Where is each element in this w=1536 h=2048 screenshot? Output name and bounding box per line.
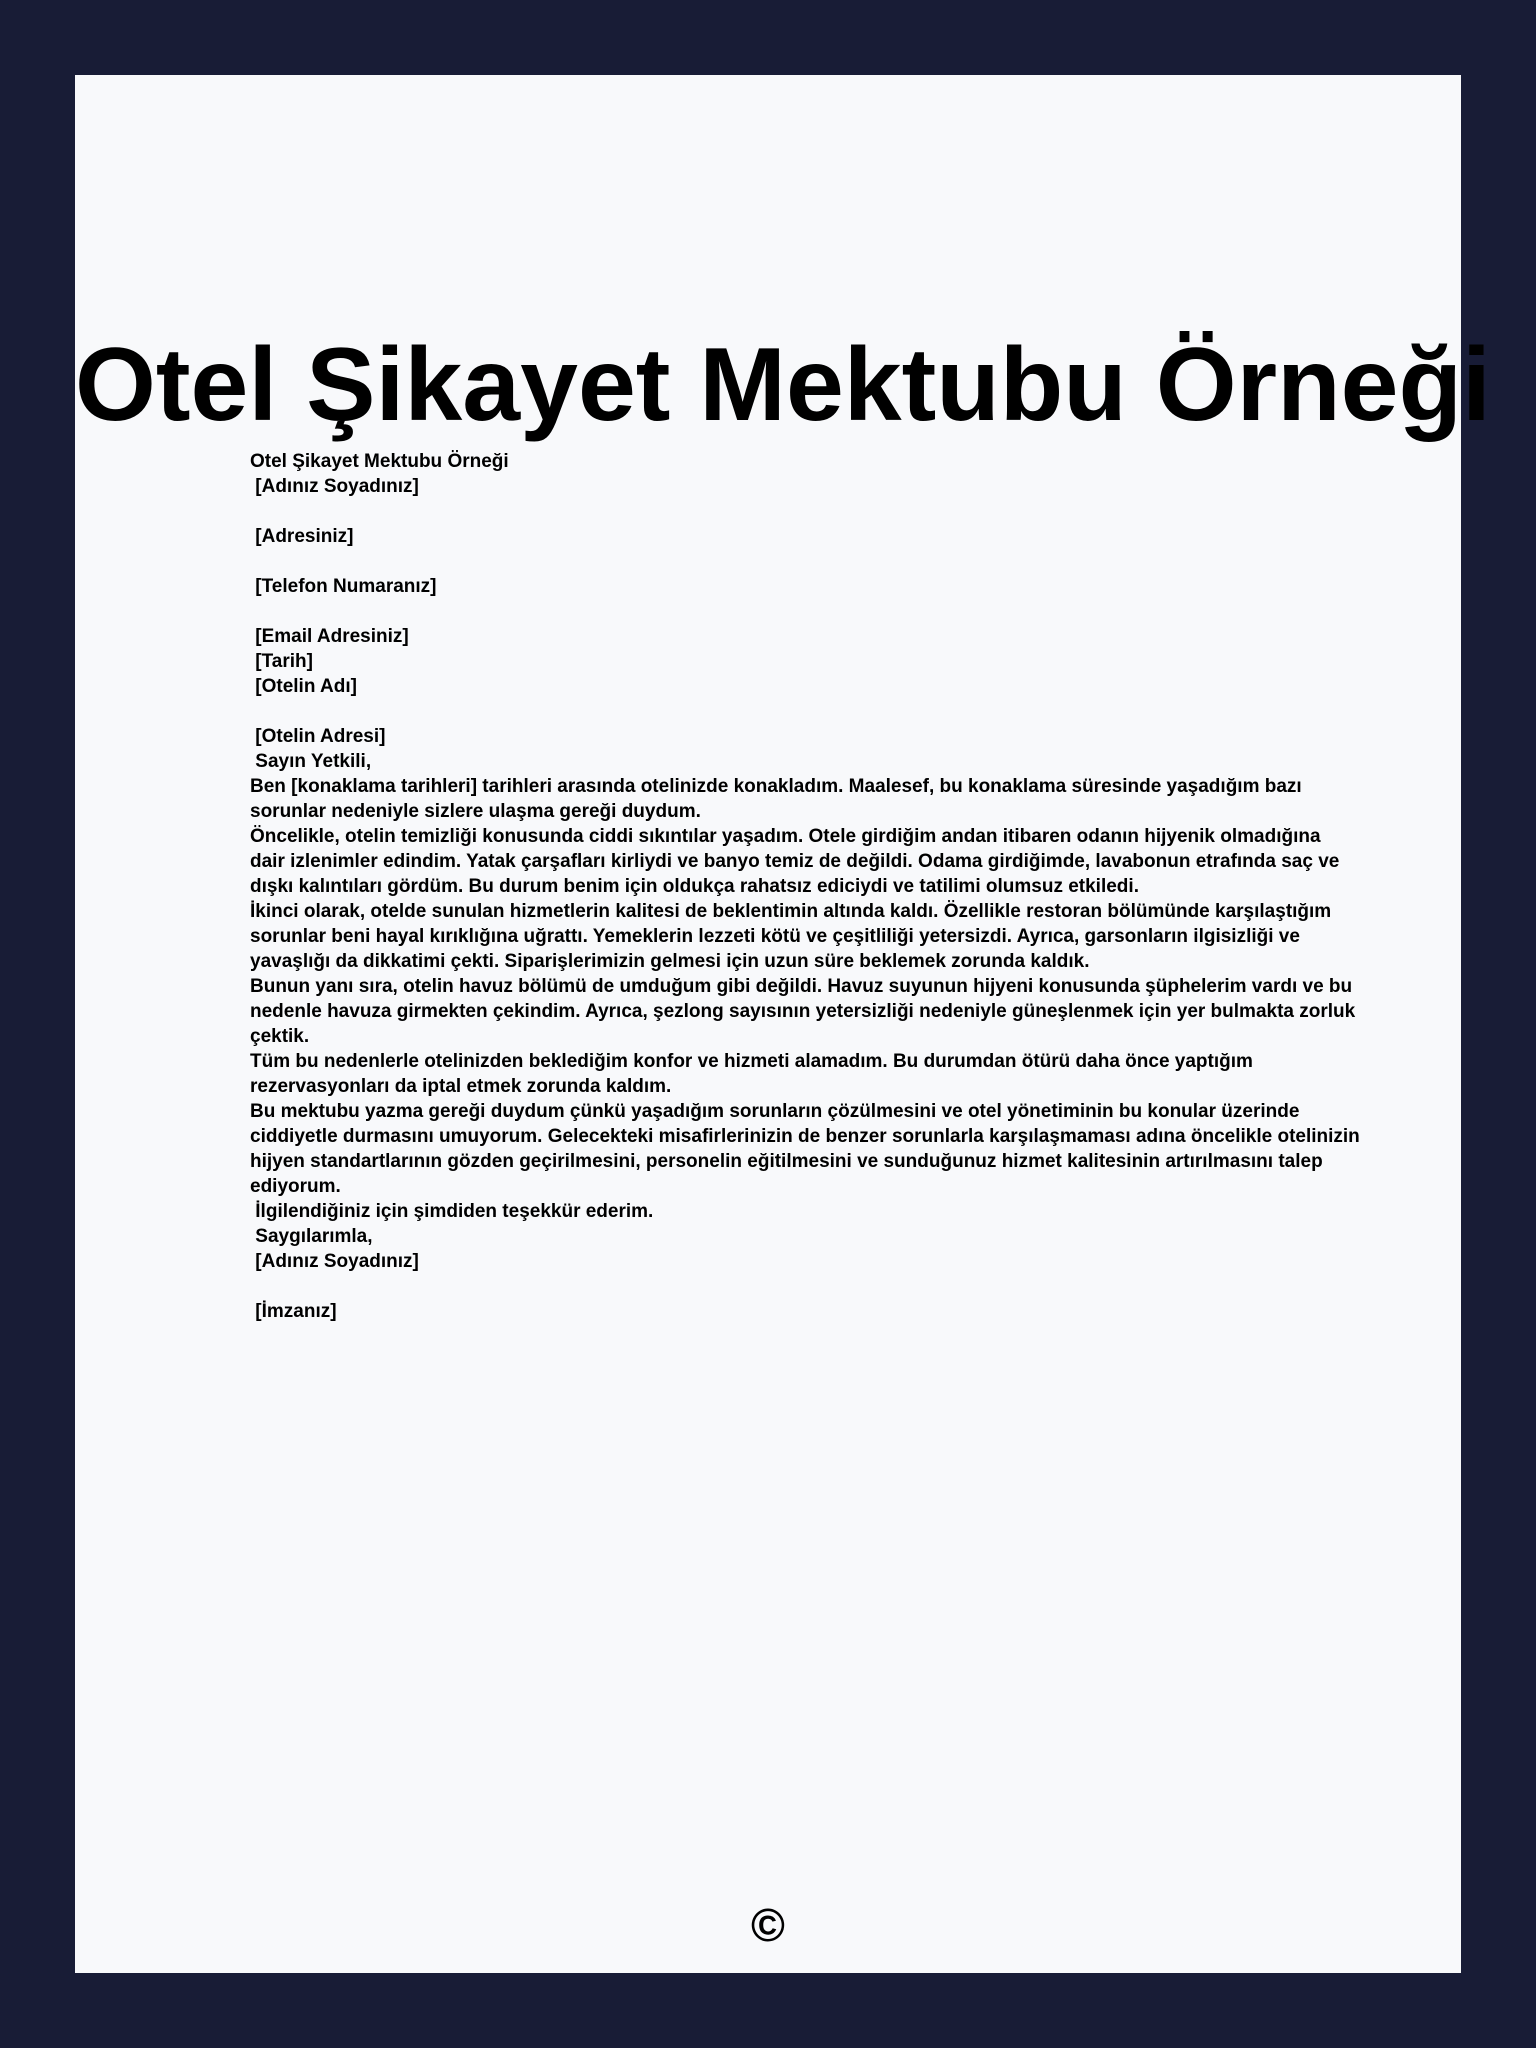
letter-body xyxy=(250,449,1366,1324)
letter-line: [Otelin Adı] xyxy=(250,676,357,697)
letter-line: İlgilendiğiniz için şimdiden teşekkür ederim. xyxy=(250,1201,654,1222)
letter-line: [Tarih] xyxy=(250,651,313,672)
document-page xyxy=(75,75,1491,1973)
letter-line xyxy=(250,599,1360,624)
letter-line xyxy=(250,1274,1360,1299)
page-title: Otel Şikayet Mektubu Örneği xyxy=(75,327,1491,443)
copyright-icon: © xyxy=(751,1899,785,1951)
letter-paragraph: Tüm bu nedenlerle otelinizden beklediğim konfor ve hizmeti alamadım. Bu durumdan ötürü daha önce yaptığım rezervasyonları da iptal etmek zorunda kaldım. xyxy=(250,1051,1259,1097)
letter-paragraph: İkinci olarak, otelde sunulan hizmetlerin kalitesi de beklentimin altında kaldı. Özellikle restoran bölümünde karşılaştığım sorunlar beni hayal kırıklığına uğrattı. Yemeklerin lezzeti kötü ve çeşitliliği yetersizdi. Ayrıca, garsonların ilgisizliği ve yavaşlığı da dikkatimi çekti. Siparişlerimizin gelmesi için uzun süre beklemek zorunda kaldık. xyxy=(250,901,1337,972)
letter-paragraph: Bunun yanı sıra, otelin havuz bölümü de umduğum gibi değildi. Havuz suyunun hijyeni konusunda şüphelerim vardı ve bu nedenle havuza girmekten çekindim. Ayrıca, şezlong sayısının yetersizliği nedeniyle güneşlenmek için yer bulmakta zorluk çektik. xyxy=(250,976,1361,1047)
letter-line xyxy=(250,499,1360,524)
letter-line: Saygılarımla, xyxy=(250,1226,373,1247)
letter-line: [Email Adresiniz] xyxy=(250,626,409,647)
letter-line: Otel Şikayet Mektubu Örneği xyxy=(250,451,509,472)
letter-line: [Adresiniz] xyxy=(250,526,354,547)
letter-line: [Otelin Adresi] xyxy=(250,726,386,747)
letter-paragraph: Ben [konaklama tarihleri] tarihleri arasında otelinizde konakladım. Maalesef, bu konaklama süresinde yaşadığım bazı sorunlar nedeniyle sizlere ulaşma gereği duydum. xyxy=(250,776,1307,822)
letter-line: Sayın Yetkili, xyxy=(250,751,372,772)
letter-line xyxy=(250,549,1360,574)
letter-line: [İmzanız] xyxy=(250,1301,337,1322)
letter-line: [Telefon Numaranız] xyxy=(250,576,437,597)
letter-line: [Adınız Soyadınız] xyxy=(250,1251,419,1272)
letter-line xyxy=(250,699,1360,724)
letter-paragraph: Bu mektubu yazma gereği duydum çünkü yaşadığım sorunların çözülmesini ve otel yönetiminin bu konular üzerinde ciddiyetle durmasını umuyorum. Gelecekteki misafirlerinizin de benzer sorunlarla karşılaşmaması adına öncelikle otelinizin hijyen standartlarının gözden geçirilmesini, personelin eğitilmesini ve sunduğunuz hizmet kalitesinin artırılmasını talep ediyorum. xyxy=(250,1101,1366,1197)
letter-line: [Adınız Soyadınız] xyxy=(250,476,419,497)
letter-paragraph: Öncelikle, otelin temizliği konusunda ciddi sıkıntılar yaşadım. Otele girdiğim andan itibaren odanın hijyenik olmadığına dair izlenimler edindim. Yatak çarşafları kirliydi ve banyo temiz de değildi. Odama girdiğimde, lavabonun etrafında saç ve dışkı kalıntıları gördüm. Bu durum benim için oldukça rahatsız ediciydi ve tatilimi olumsuz etkiledi. xyxy=(250,826,1345,897)
